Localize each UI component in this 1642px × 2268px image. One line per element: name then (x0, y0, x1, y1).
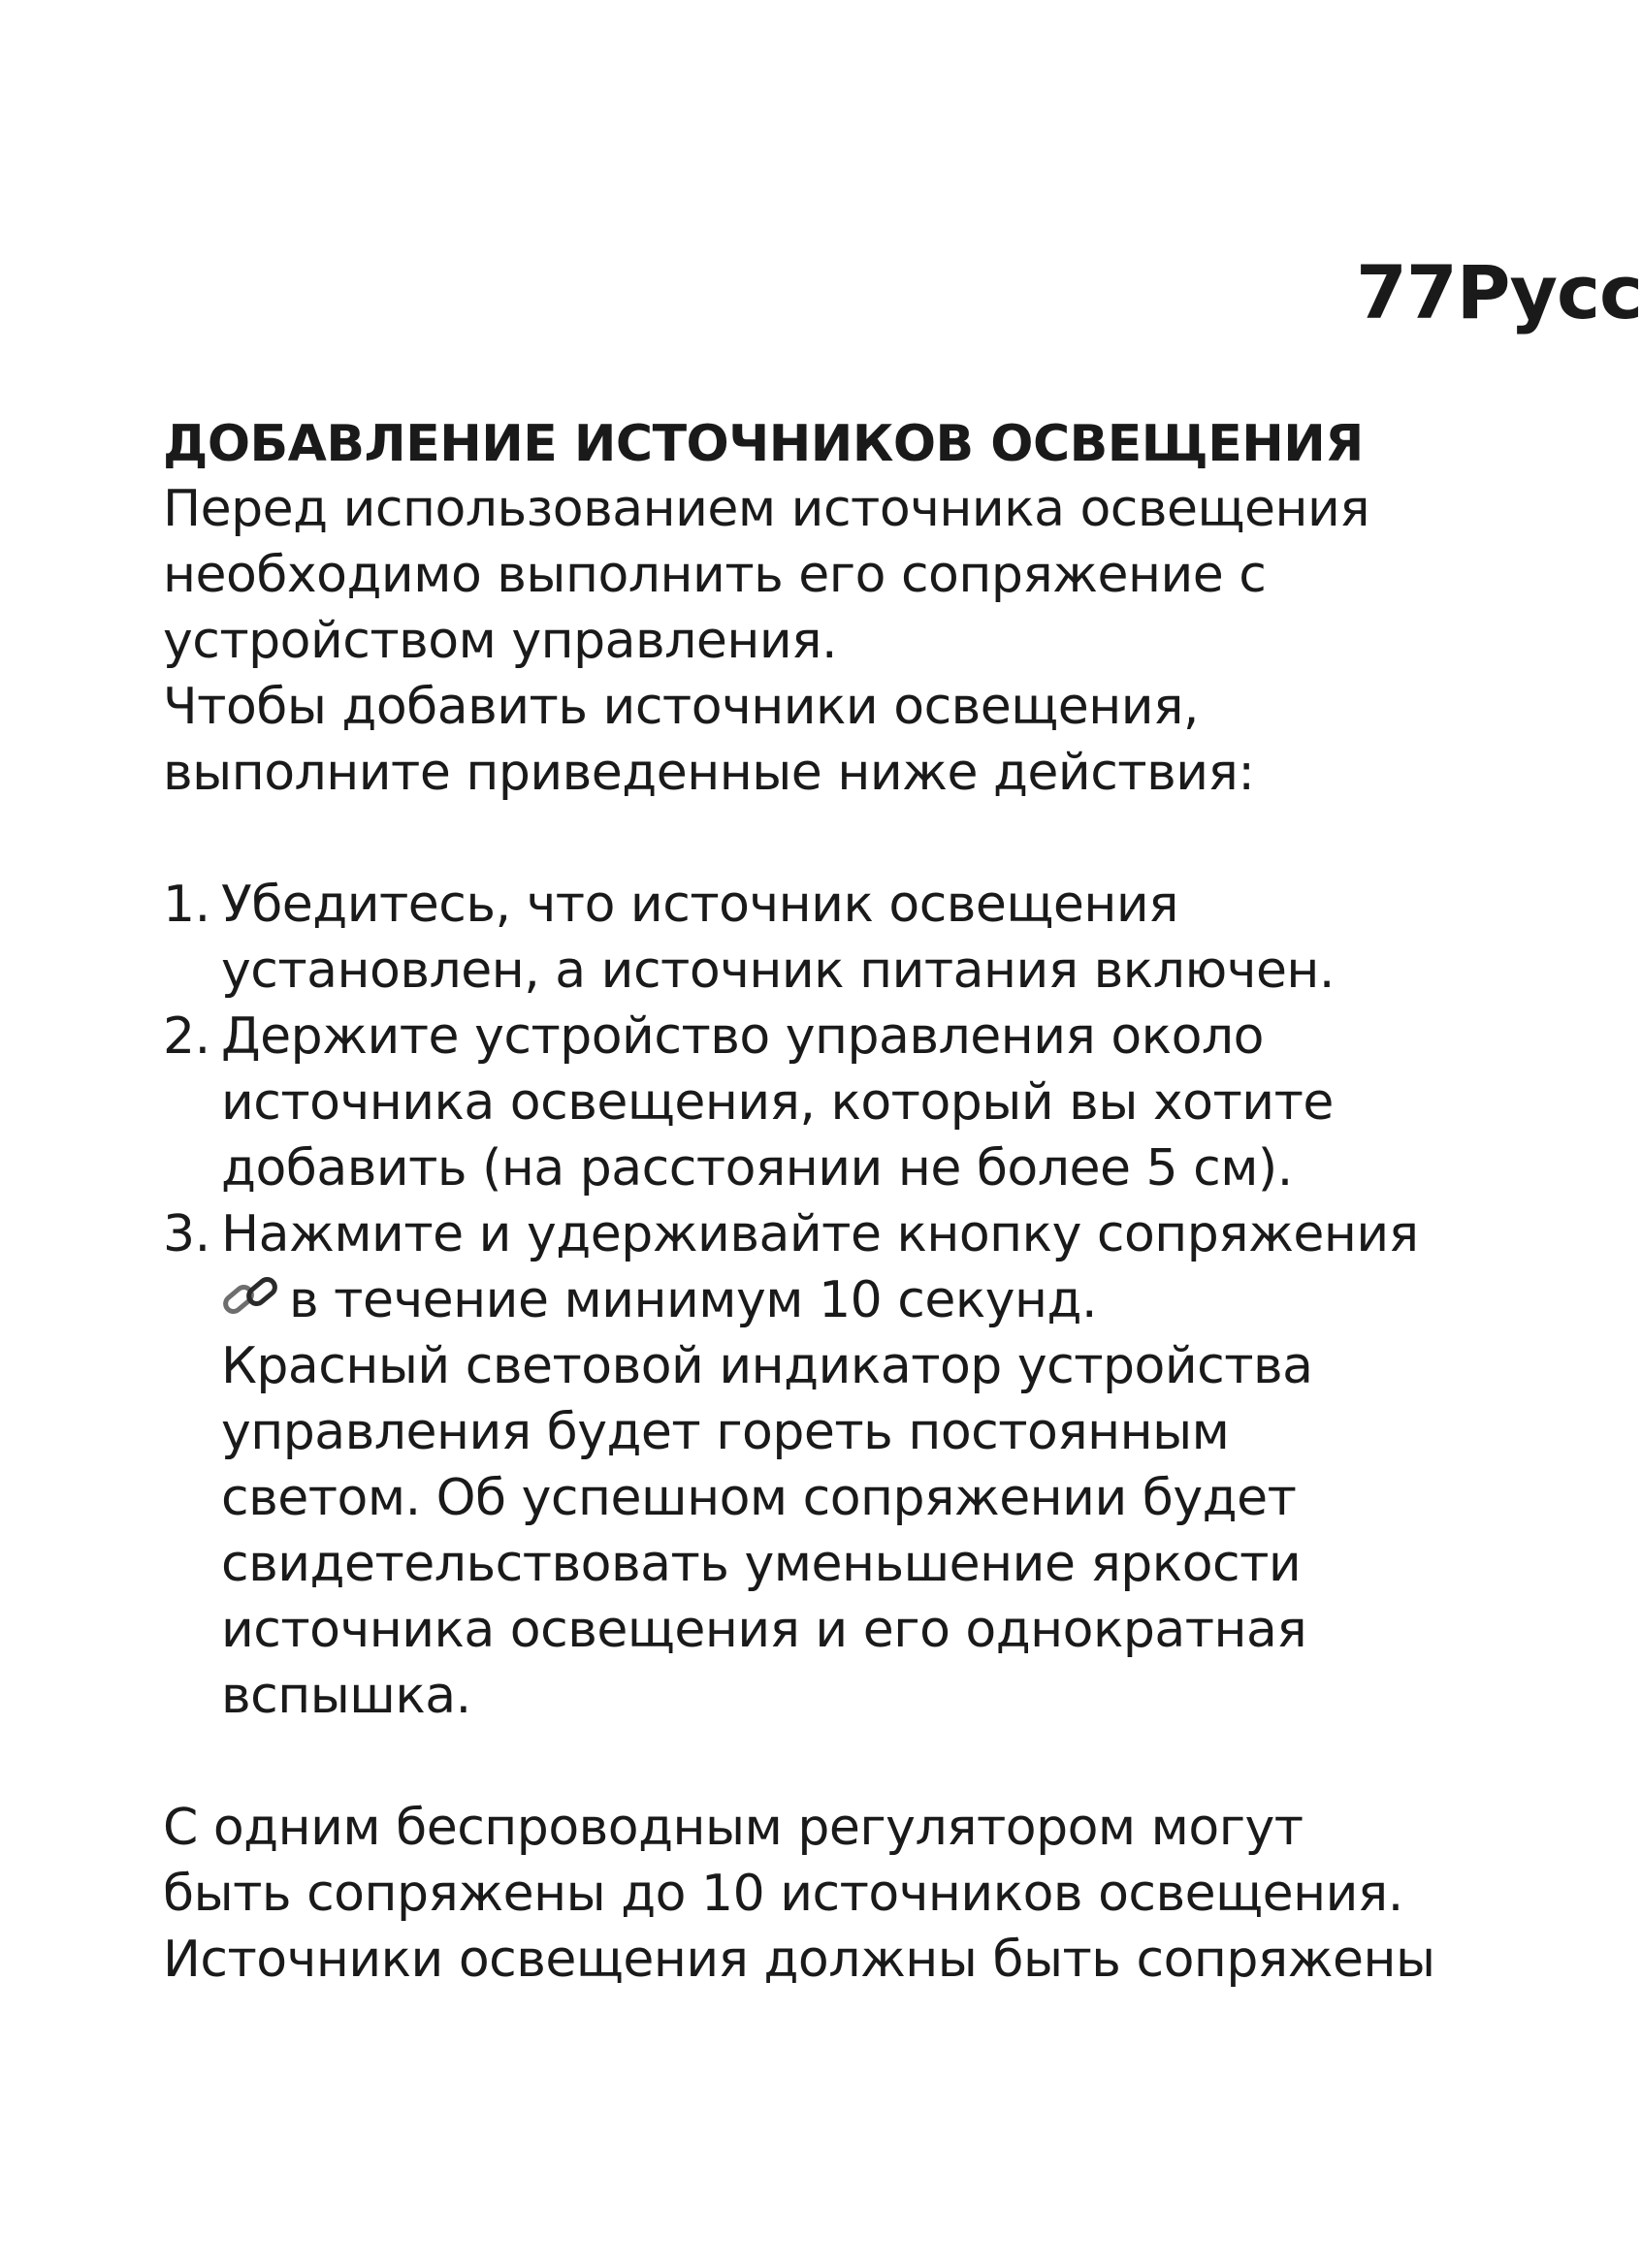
link-icon (221, 1272, 281, 1323)
intro-line: выполните приведенные ниже действия: (163, 744, 1255, 802)
step-item-3 (163, 1201, 1560, 1729)
step-line: вспышка. (221, 1667, 471, 1725)
step-line: добавить (на расстоянии не более 5 см). (221, 1139, 1293, 1198)
step-item-2 (163, 1004, 1560, 1201)
step-line: Красный световой индикатор устройства (221, 1337, 1313, 1395)
step-line: управления будет гореть постоянным (221, 1403, 1230, 1461)
step-line: источника освещения и его однократная (221, 1601, 1307, 1659)
spacer (163, 1729, 1560, 1795)
footer-line: Источники освещения должны быть сопряжены (163, 1931, 1435, 1989)
step-item-1 (163, 872, 1560, 1004)
step-line: светом. Об успешном сопряжении будет (221, 1469, 1297, 1527)
step-line: Держите устройство управления около (221, 1007, 1264, 1066)
step-line: установлен, а источник питания включен. (221, 942, 1335, 1000)
step-line-text: в течение минимум 10 секунд. (289, 1271, 1098, 1329)
intro-line: необходимо выполнить его сопряжение с (163, 546, 1267, 604)
step-number: 3. (163, 1205, 210, 1263)
footer-line: С одним беспроводным регулятором могут (163, 1799, 1304, 1857)
intro-line: Чтобы добавить источники освещения, (163, 678, 1199, 736)
intro-line: устройством управления. (163, 612, 837, 670)
spacer (163, 806, 1560, 872)
intro-paragraph (163, 476, 1560, 806)
footer-paragraph (163, 1795, 1560, 1993)
document-body (163, 412, 1560, 1993)
footer-line: быть сопряжены до 10 источников освещения. (163, 1865, 1403, 1923)
steps-list (163, 872, 1560, 1729)
step-line: Убедитесь, что источник освещения (221, 876, 1178, 934)
step-line: источника освещения, который вы хотите (221, 1073, 1334, 1132)
step-number: 1. (163, 876, 210, 934)
intro-line: Перед использованием источника освещения (163, 480, 1370, 538)
step-line: свидетельствовать уменьшение яркости (221, 1535, 1302, 1593)
section-title: ДОБАВЛЕНИЕ ИСТОЧНИКОВ ОСВЕЩЕНИЯ (163, 415, 1364, 473)
step-line: Нажмите и удерживайте кнопку сопряжения (221, 1205, 1419, 1263)
step-number: 2. (163, 1007, 210, 1066)
step-line-with-icon (221, 1267, 1560, 1333)
page-header-language: 77Русс (1356, 249, 1642, 335)
